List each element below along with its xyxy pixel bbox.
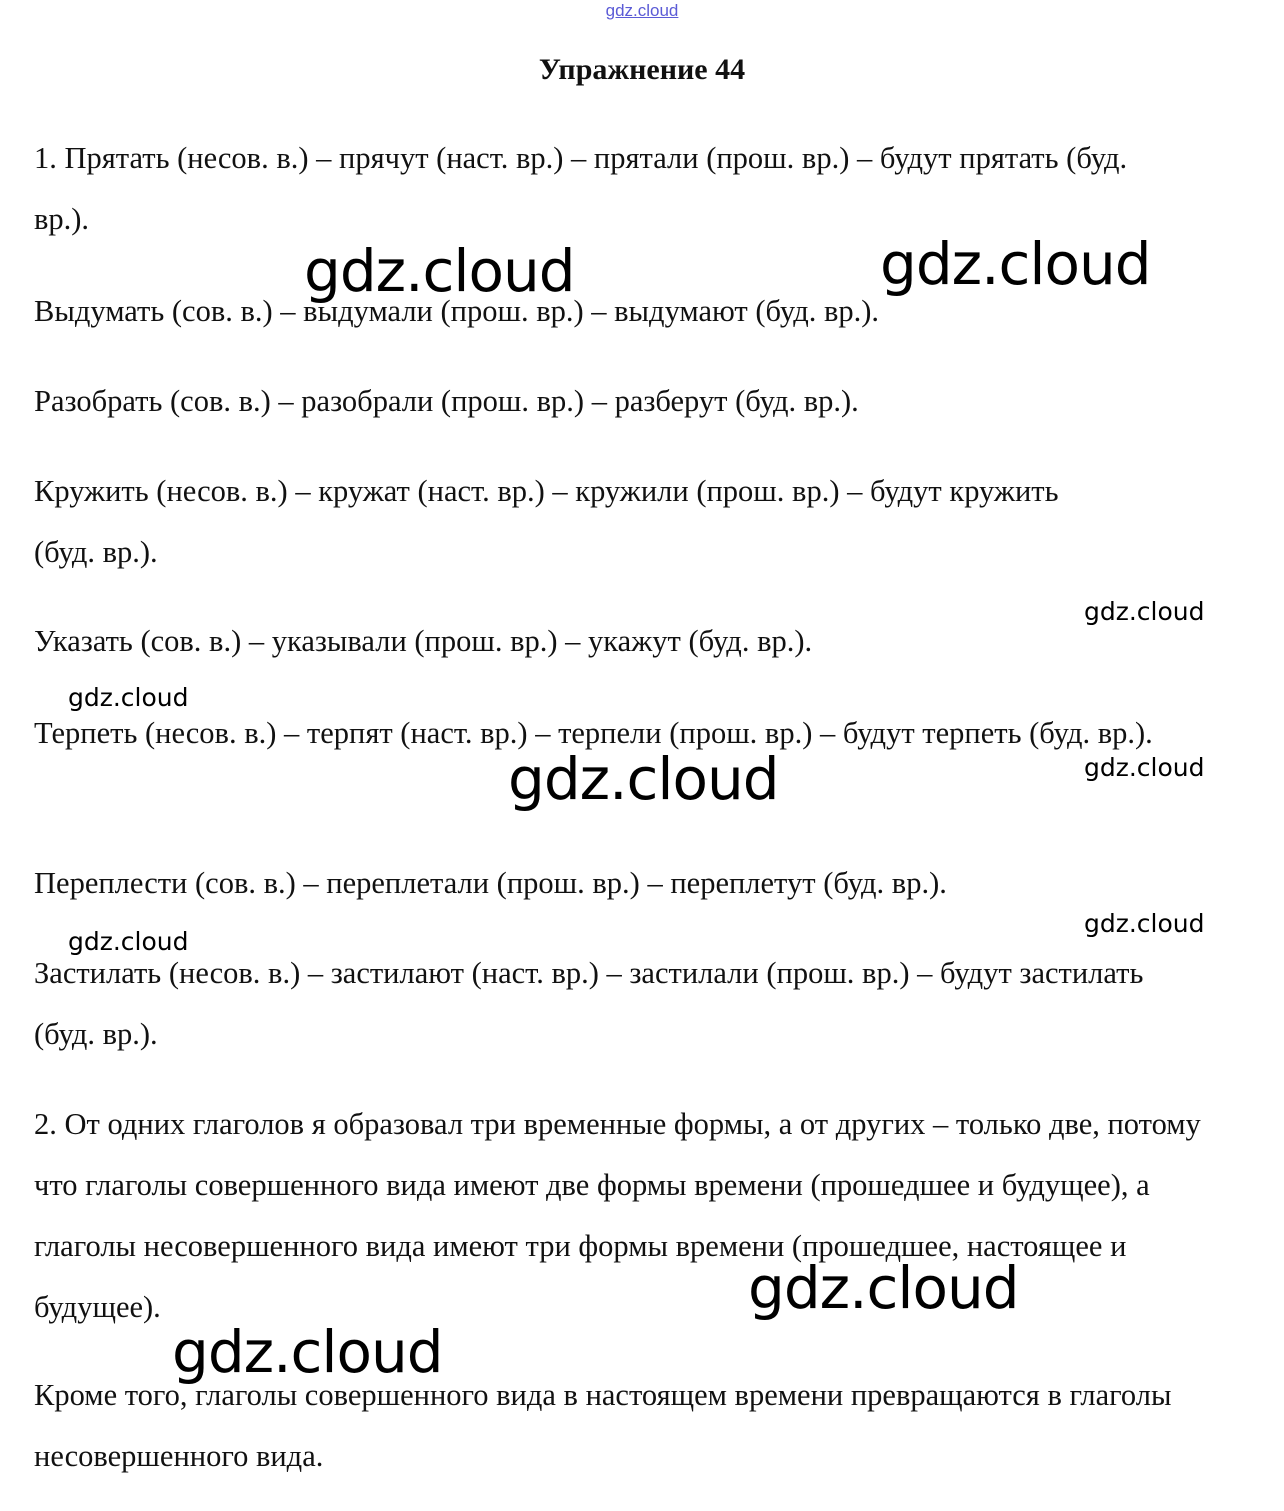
paragraph-4: Кружить (несов. в.) – кружат (наст. вр.) – кружили (прош. вр.) – будут кружить (буд. вр.). [34, 474, 1059, 569]
paragraph-6: Терпеть (несов. в.) – терпят (наст. вр.) – терпели (прош. вр.) – будут терпеть (буд. вр.). [34, 716, 1153, 750]
watermark: gdz.cloud [172, 1318, 443, 1386]
paragraph-2: Выдумать (сов. в.) – выдумали (прош. вр.) – выдумают (буд. вр.). [34, 294, 880, 328]
paragraph-5: Указать (сов. в.) – указывали (прош. вр.) – укажут (буд. вр.). [34, 624, 813, 658]
watermark: gdz.cloud [304, 237, 575, 305]
watermark: gdz.cloud [880, 230, 1151, 298]
paragraph-1: 1. Прятать (несов. в.) – прячут (наст. вр.) – прятали (прош. вр.) – будут прятать (буд. вр.). [34, 141, 1128, 236]
watermark: gdz.cloud [68, 927, 189, 956]
watermark: gdz.cloud [68, 683, 189, 712]
paragraph-3: Разобрать (сов. в.) – разобрали (прош. вр.) – разберут (буд. вр.). [34, 384, 859, 418]
top-watermark: gdz.cloud [605, 1, 679, 20]
paragraph-8: Застилать (несов. в.) – застилают (наст. вр.) – застилали (прош. вр.) – будут застилать (буд. вр.). [34, 956, 1144, 1051]
watermark: gdz.cloud [1084, 753, 1205, 782]
paragraph-9: 2. От одних глаголов я образовал три временные формы, а от других – только две, потому что глаголы совершенного вида имеют две формы времени (прошедшее и будущее), а глаголы несовершенного вида имеют три формы времени (прошедшее, настоящее и будущее). [34, 1107, 1201, 1324]
watermark: gdz.cloud [748, 1254, 1019, 1322]
page-title: Упражнение 44 [538, 53, 746, 86]
watermark: gdz.cloud [1084, 597, 1205, 626]
watermark: gdz.cloud [508, 745, 779, 813]
watermark: gdz.cloud [1084, 909, 1205, 938]
paragraph-10: Кроме того, глаголы совершенного вида в настоящем времени превращаются в глаголы несовершенного вида. [34, 1378, 1172, 1473]
paragraph-7: Переплести (сов. в.) – переплетали (прош. вр.) – переплетут (буд. вр.). [34, 866, 947, 900]
